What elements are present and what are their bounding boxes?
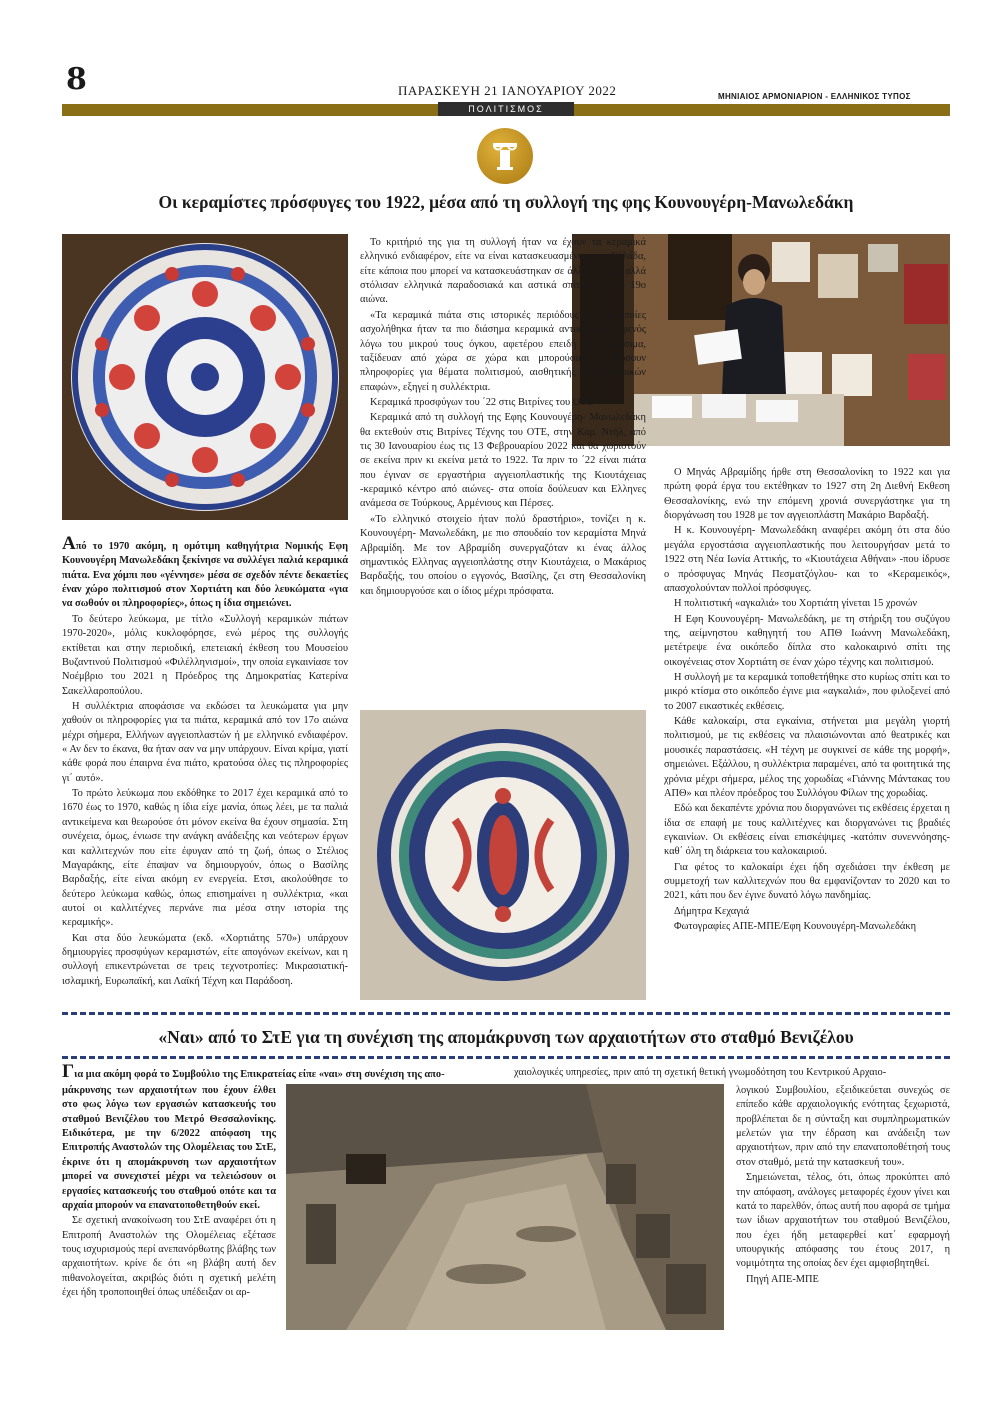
paragraph: Το πρώτο λεύκωμα που εκδόθηκε το 2017 έχει κεραμικά από το 1670 έως το 1970, καθώς η ίδια είχε μανία, όπως λέει, με τα παλιά αντικείμενα και θεωρούσε ότι μόνον εκείνα θα έχουν σημασία. Στη συνέχεια, όμως, ένιωσε την ανάγκη ανάδειξης και νεότερων έργων και καλλιτεχνών που είτε έφυγαν από τη ζωή, όπως ο Στέλιος Μαγαράκης, είτε έπαψαν να δημιουργούν, όπως ο Βασίλης Βαρδαξής, είτε είναι ακόμη εν ενεργεία. Ετσι, ακολούθησε το δεύτερο λεύκωμα καθώς, όπως επισημαίνει η συλλέκτρια, «και αυτοί οι καλλιτέχνες περνάνε πια μέσα στην ιστορία της κεραμικής».: [62, 788, 348, 929]
paragraph: λογικού Συμβουλίου, εξειδικεύεται συνεχώς σε επίπεδο κάθε αρχαιολογικής ενότητας ξεχωριστά, προβλέπεται δε η σύνταξη και συμπληρωματικών μελετών για την έδραση και ανάδειξη των αρχαιοτήτων, πριν από την επανατοποθέτησή τους στον σταθμό, μετά την κατασκευή του».: [736, 1085, 950, 1168]
issue-date: ΠΑΡΑΣΚΕΥΗ 21 ΙΑΝΟΥΑΡΙΟΥ 2022: [398, 83, 617, 98]
paragraph: Το δεύτερο λεύκωμα, με τίτλο «Συλλογή κεραμικών πιάτων 1970-2020», μόλις κυκλοφόρησε, ενώ μέρος της συλλογής εκτίθεται και στην περιοδική, επετειακή έκθεση του Μουσείου Βυζαντινού Πολιτισμού «Φιλέλληνισμοί», την οποία εγκαινίασε τον Νοέμβριο του 2021 η Πρόεδρος της Δημοκρατίας Κατερίνα Σακελλαροπούλου.: [62, 613, 348, 697]
paragraph: «Τα κεραμικά πιάτα στις ιστορικές περιόδους με τις οποίες ασχολήθηκα ήταν τα πιο διάσημα κεραμικά αντικείμενα, αφενός λόγω του μικρού τους όγκου, αφετέρου επειδή ήταν χρησιμα, ταξίδευαν από χώρα σε χώρα και μπορούσαν να δώσουν πληροφορίες για θέματα πολιτισμού, αισθητικής και εμπορικών επαφών», εξηγεί η συλλέκτρια.: [360, 309, 646, 393]
subheading: Κεραμικά προσφύγων του ΄22 στις Βιτρίνες του ΟΤΕ: [370, 396, 593, 408]
paragraph: Κεραμικά από τη συλλογή της Εφης Κουνουγέρη- Μανωλεδάκη θα εκτεθούν στις Βιτρίνες Τέχνης του ΟΤΕ, στην Καρ. Ντήλ, από τις 30 Ιανουαρίου έως τις 13 Φεβρουαρίου 2022 και θα χωριστούν σε εκείνα πριν κι εκείνα μετά το 1922. Τα πριν το ΄22 είναι πιάτα που έγιναν σε εργαστήρια αγγειοπλαστικής της Κιουτάχειας -κεραμικό κέντρο από αιώνες- στα οποία δούλευαν και Ελληνες ανάμεσα σε Τούρκους, Αρμένιους και Πέρσες.: [360, 412, 646, 510]
paragraph: Η Εφη Κουνουγέρη- Μανωλεδάκη, με τη στήριξη του συζύγου της, αείμνηστου καθηγητή του ΑΠΘ Ιωάννη Μανωλεδάκη, μετέτρεψε ένα οικόπεδο δίπλα στο καλοκαιρινό σπίτι της οικογένειας στον Χορτιάτη σε έναν χώρο τέχνης και πολιτισμού.: [664, 613, 950, 668]
article-headline: Οι κεραμίστες πρόσφυγες του 1922, μέσα από τη συλλογή της φης Κουνουγέρη-Μανωλεδάκη: [158, 192, 854, 212]
photo-ceramic-plate-1: [62, 234, 348, 520]
paragraph: Σε σχετική ανακοίνωση του ΣτΕ αναφέρει ότι η Επιτροπή Αναστολών της Ολομέλειας εξέτασε τους ισχυρισμούς περί ανεπανόρθωτης βλάβης των αρχαιοτήτων. κρίνε δε ότι «η βλάβη αυτή δεν πιθανολογείται, ακριβώς διότι η σχετική μελέτη έχει ήδη τροποποιηθεί όπως υπέδειξαν οι αρ-: [62, 1215, 276, 1299]
lead-text: ια μια ακόμη φορά το Συμβούλιο της Επικρατείας είπε «ναι» στη συνέχιση της απο-: [74, 1069, 445, 1080]
paragraph: Σημειώνεται, τέλος, ότι, όπως προκύπτει από την απόφαση, ανάλογες μεταφορές έχουν γίνει και κατά το παρελθόν, όπως αυτή που αφορά σε τμήμα των ίδιων αρχαιοτήτων του σταθμού Βενιζέλου, που έχει ήδη μεταφερθεί κατ΄ εφαρμογή υπουργικής απόφασης του έτους 2017, η νομιμότητα της οποίας δεν έχει αμφισβητηθεί.: [736, 1172, 950, 1270]
dropcap: Γ: [62, 1062, 75, 1082]
source: Πηγή ΑΠΕ-ΜΠΕ: [746, 1273, 819, 1285]
author: Δήμητρα Κεχαγιά: [674, 905, 750, 917]
divider: [62, 1012, 950, 1015]
column-icon: [477, 128, 533, 184]
dropcap: Α: [62, 533, 76, 554]
article1-column-1: [62, 534, 348, 990]
page-number: 8: [66, 62, 87, 97]
paragraph: Η κ. Κουνουγέρη- Μανωλεδάκη αναφέρει ακόμη ότι στα δύο μεγάλα εργοστάσια αγγειοπλαστικής που λειτουργήσαν μετά το 1922 στη Νέα Ιωνία Αττικής, το «Κιουτάχεια Αθήναι» -που ίδρυσε ο πρόσφυγας Μηνάς Πεσματζόγλου- και το «Κεραμεικός», απασχολούνταν πολλοί πρόσφυγες.: [664, 525, 950, 594]
photo-archaeological-site: [286, 1084, 724, 1330]
article1-column-3: [664, 466, 950, 936]
paragraph: Η συλλέκτρια αποφάσισε να εκδώσει τα λευκώματα για μην χαθούν οι πληροφορίες για τα πιάτα, κεραμικά από τον 17ο αιώνα μέχρι σήμερα, Ελλήνων αγγειοπλαστών ή με ελληνικό ενδιαφέρον. « Αν δεν το έκανα, θα ήταν σαν να μην υπάρχουν. Είναι κρίμα, γιατί κάθε φορά που έπαιρνα ένα πιάτο, κρατούσα όλες τις πληροφορίες γι΄ αυτό».: [62, 700, 348, 784]
subheading: Η πολιτιστική «αγκαλιά» του Χορτιάτη γίνεται 15 χρονών: [674, 598, 918, 610]
article2-top-right-line: [514, 1066, 950, 1080]
photo-credit: Φωτογραφίες ΑΠΕ-ΜΠΕ/Εφη Κουνουγέρη-Μανωλεδάκη: [674, 921, 917, 933]
text-line: χαιολογικές υπηρεσίες, πριν από τη σχετική θετική γνωμοδότηση του Κεντρικού Αρχαιο-: [514, 1067, 887, 1078]
paragraph: Για φέτος το καλοκαίρι έχει ήδη σχεδιάσει την έκθεση με συμμετοχή των καλλιτεχνών που θα εμφανίζονταν το 2020 και το 2021, κάτι που δεν έγινε δυνατό λόγω πανδημίας.: [664, 861, 950, 902]
lead-text: πό το 1970 ακόμη, η ομότιμη καθηγήτρια Νομικής Εφη Κουνουγέρη Μανωλεδάκη ξεκίνησε να συλλέγει παλιά κεραμικά πιάτα. Ενα χόμπι που «γέννησε» μέσα σε σχεδόν πέντε δεκαετίες έναν χώρο πολιτισμού στον Χορτιάτη και δύο λευκώματα «για να σωθούν οι πληροφορίες», όπως η ίδια σημειώνει.: [62, 541, 348, 610]
paragraph: Το κριτήριό της για τη συλλογή ήταν να έχουν τα κεραμικά ελληνικό ενδιαφέρον, είτε να είναι κατασκευασμένα στην Ελλάδα, είτε κάποια που μπορεί να κατασκευάστηκαν σε άλλες χώρες, αλλά στόλισαν ελληνικά παραδοσιακά και αστικά σπίτια από το 19ο αιώνα.: [360, 237, 646, 306]
article1-lead: [62, 534, 348, 612]
paragraph: «Το ελληνικό στοιχείο ήταν πολύ δραστήριο», τονίζει η κ. Κουνουγέρη- Μανωλεδάκη, με πιο σπουδαίο τον κεραμίστα Μηνά Αβραμίδη. Με τον Αβραμίδη συνεργαζόταν κι ένας άλλος σημαντικός Ελληνας αγγειοπλάστης στην Κιουτάχεια, ο Μακάριος Βαρδαξής, του οποίου ο εγγονός, Βασίλης, ζει στη Θεσσαλονίκη και δημιουργούσε και ο ίδιος μέχρι πρόσφατα.: [360, 513, 646, 597]
section-tag: ΠΟΛΙΤΙΣΜΟΣ: [438, 102, 574, 116]
divider: [62, 1056, 950, 1059]
article2-column-1: [62, 1084, 276, 1301]
article2-lead-line: [62, 1062, 510, 1082]
masthead-logo: ΜΗΝΙΑΙΟΣ ΑΡΜΟΝΙΑΡΙΟΝ - ΕΛΛΗΝΙΚΟΣ ΤΥΠΟΣ: [718, 92, 911, 101]
paragraph: Κάθε καλοκαίρι, στα εγκαίνια, στήνεται μια μεγάλη γιορτή πολιτισμού, με τις εκθέσεις να πλαισιώνονται από θεατρικές και μουσικές παραστάσεις. «Η τέχνη με συγκινεί σε κάθε της μορφή», σημειώνει. Εξάλλου, η συλλέκτρια παραμένει, από τα φοιτητικά της χρόνια μέχρι σήμερα, μέλος της χορωδίας «Γιάννης Μάντακας του ΑΠΘ» και πλέον πρόεδρος του Συλλόγου Φίλων της χορωδίας.: [664, 716, 950, 799]
article2-headline: «Ναι» από το ΣτΕ για τη συνέχιση της απομάκρυνση των αρχαιοτήτων στο σταθμό Βενιζέλου: [158, 1027, 854, 1047]
article2-column-3: [736, 1084, 950, 1288]
photo-ceramic-plate-2: [360, 710, 646, 1000]
article2-lead: μάκρυνσης των αρχαιοτήτων που έχουν έλθει στο φως λόγω των εργασιών κατασκευής του σταθμού Βενιζέλου του Μετρό Θεσσαλονίκης. Ειδικότερα, με την 6/2022 απόφαση της Επιτροπής Αναστολών της Ολομέλειας του ΣτΕ, έκρινε ότι η απομάκρυνση των αρχαιοτήτων μπορεί να συνεχιστεί μέχρι να τελειώσουν οι εργασίες κατασκευής του σταθμού οπότε και τα αρχαία μπορούν να επανατοποθετηθούν εκεί.: [62, 1085, 276, 1211]
article1-column-2: [360, 236, 646, 600]
paragraph: Και στα δύο λευκώματα (εκδ. «Χορτιάτης 570») υπάρχουν δημιουργίες προσφύγων κεραμιστών, είτε απογόνων εκείνων, και η συλλογή επικεντρώνεται σε τρεις τεχνοτροπίες: Μικρασιατική-ισλαμική, Ευρωπαϊκή, και Λαϊκή Τέχνη και Παράδοση.: [62, 932, 348, 987]
paragraph: Εδώ και δεκαπέντε χρόνια που διοργανώνει τις εκθέσεις έρχεται η ίδια σε επαφή με τους καλλιτέχνες και διοργανώνει τις βραδιές εγκαινίων. Οι εκθέσεις είναι επισκέψιμες -κατόπιν συνεννόησης- καθ΄ όλη τη διάρκεια του καλοκαιριού.: [664, 803, 950, 858]
paragraph: Ο Μηνάς Αβραμίδης ήρθε στη Θεσσαλονίκη το 1922 και για πρώτη φορά έργα του εκτέθηκαν το 1927 στη 2η Διεθνή Εκθεση Θεσσαλονίκης, ενώ την επόμενη χρονιά συνεργάστηκε για τη διοργάνωση του 1928 με τον αγγειοπλάστη Μακάριο Βαρδαξή.: [664, 467, 950, 522]
paragraph: Η συλλογή με τα κεραμικά τοποθετήθηκε στο κυρίως σπίτι και το μικρό κτίσμα στο οικόπεδο έγινε μια «αγκαλιά», που φιλοξενεί από το 2007 εικαστικές εκθέσεις.: [664, 672, 950, 712]
